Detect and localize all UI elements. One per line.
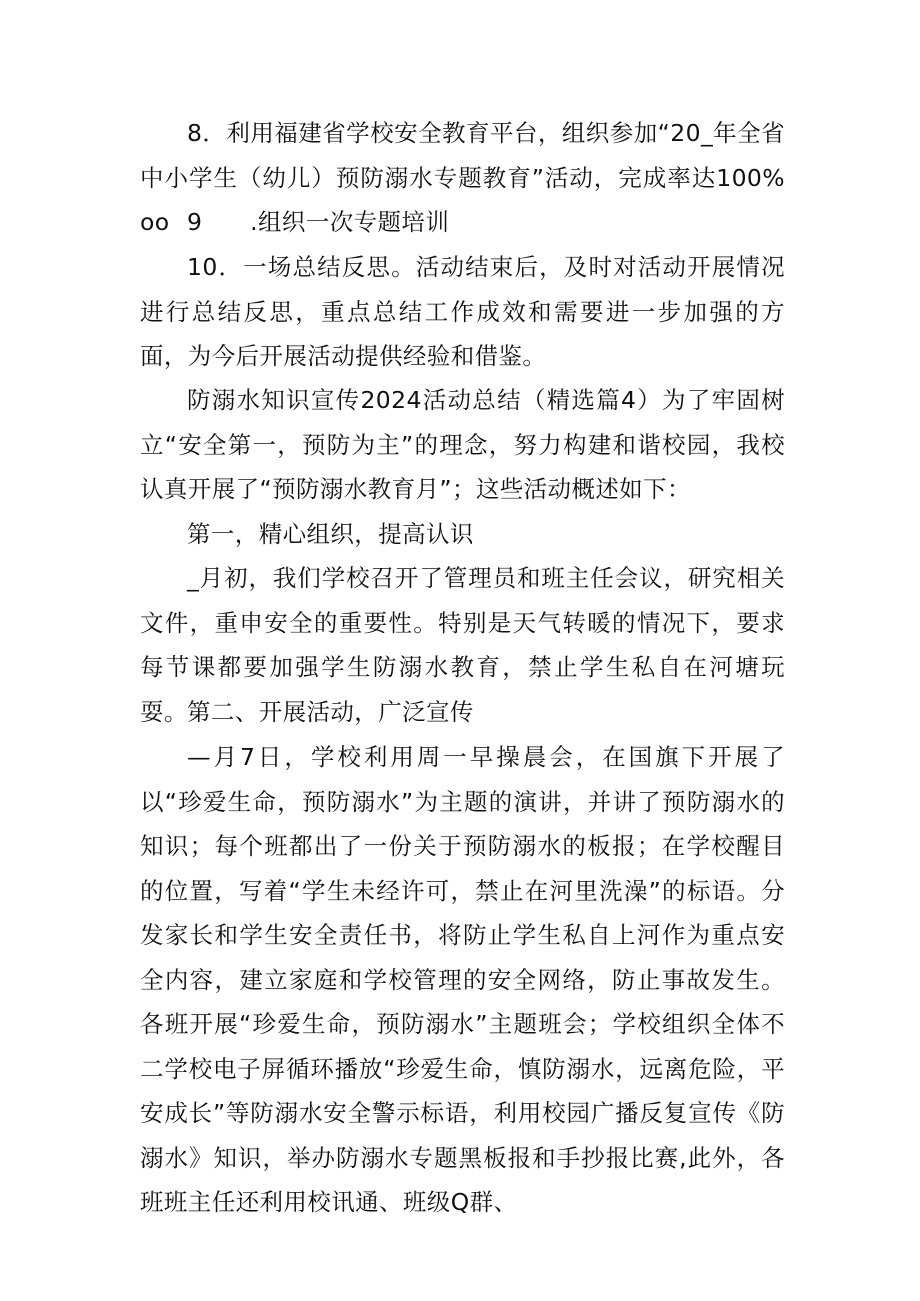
paragraph-summary-intro: 防溺水知识宣传2024活动总结（精选篇4）为了牢固树立“安全第一，预防为主”的理念，努力构建和谐校园，我校认真开展了“预防溺水教育月”；这些活动概述如下： bbox=[140, 386, 785, 503]
paragraph-second-section-body: —月7日，学校利用周一早操晨会，在国旗下开展了以“珍爱生命，预防溺水”为主题的演讲，并讲了预防溺水的知识；每个班都出了一份关于预防溺水的板报；在学校醒目的位置，写着“学生未经许可，禁止在河里洗澡”的标语。分发家长和学生安全责任书，将防止学生私自上河作为重点安全内容，建立家庭和学校管理的安全网络，防止事故发生。各班开展“珍爱生命，预防溺水”主题班会；学校组织全体不二学校电子屏循环播放“珍爱生命，慎防溺水，远离危险，平安成长”等防溺水安全警示标语，利用校园广播反复宣传《防溺水》知识，举办防溺水专题黑板报和手抄报比赛,此外，各班班主任还利用校讯通、班级Q群、 bbox=[140, 743, 785, 1216]
paragraph-item-9: 9 .组织一次专题培训 bbox=[187, 208, 450, 236]
paragraph-first-section-body: _月初，我们学校召开了管理员和班主任会议，研究相关文件，重申安全的重要性。特别是天气转暖的情况下，要求每节课都要加强学生防溺水教育，禁止学生私自在河塘玩耍。 bbox=[140, 564, 785, 726]
section-heading-first: 第一，精心组织，提高认识 bbox=[187, 520, 474, 548]
section-heading-second: 第二、开展活动，广泛宣传 bbox=[187, 698, 474, 726]
paragraph-item-8: 8．利用福建省学校安全教育平台，组织参加“20_年全省中小学生（幼儿）预防溺水专题教育”活动，完成率达100%oo bbox=[140, 119, 785, 236]
paragraph-item-10: 10．一场总结反思。活动结束后，及时对活动开展情况进行总结反思，重点总结工作成效和需要进一步加强的方面，为今后开展活动提供经验和借鉴。 bbox=[140, 253, 785, 370]
